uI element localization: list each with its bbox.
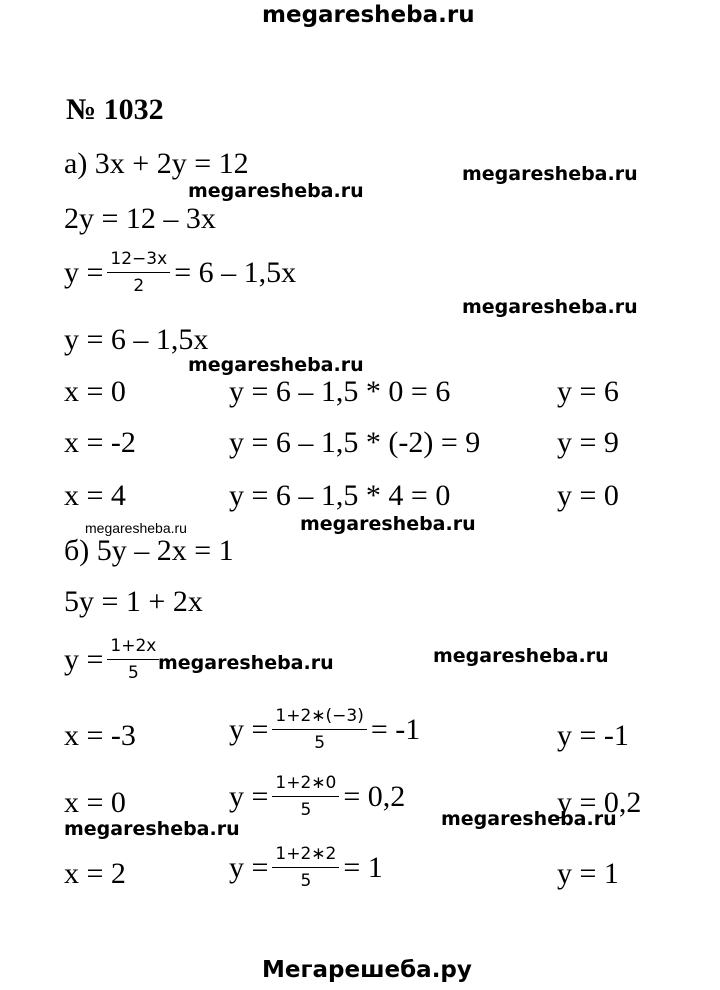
part-b-step2-lhs: y =: [64, 642, 104, 676]
part-a-step1: 2y = 12 – 3x: [64, 202, 216, 235]
part-a-row-result: y = 9: [557, 426, 619, 459]
fraction-numerator: 1+2∗0: [272, 773, 339, 797]
part-b-row-x: x = 2: [64, 857, 126, 890]
watermark[interactable]: megaresheba.ru: [441, 808, 617, 830]
part-a-step2: [64, 249, 296, 296]
fraction-denominator: 5: [300, 800, 312, 820]
row-calc-rhs: = -1: [370, 712, 421, 746]
watermark[interactable]: megaresheba.ru: [188, 180, 364, 202]
footer-watermark[interactable]: Мегарешеба.ру: [262, 957, 472, 983]
watermark[interactable]: megaresheba.ru: [188, 354, 364, 376]
row-calc-lhs: y =: [229, 779, 269, 813]
part-a-step2-lhs: y =: [64, 255, 104, 289]
fraction-denominator: 2: [133, 276, 145, 296]
row-calc-lhs: y =: [229, 712, 269, 746]
part-a-step3: y = 6 – 1,5x: [64, 323, 209, 356]
fraction-denominator: 5: [127, 663, 139, 683]
part-a-row-x: x = -2: [64, 426, 136, 459]
row-calc-fraction: [272, 706, 366, 753]
part-b-equation: б) 5y – 2x = 1: [64, 534, 234, 567]
fraction-numerator: 1+2x: [107, 636, 159, 660]
part-a-row-calc: y = 6 – 1,5 * (-2) = 9: [229, 426, 481, 459]
part-a-row-calc: y = 6 – 1,5 * 0 = 6: [229, 375, 451, 408]
watermark[interactable]: megaresheba.ru: [433, 645, 609, 667]
watermark[interactable]: megaresheba.ru: [158, 652, 334, 674]
part-b-row-calc: [229, 706, 420, 753]
part-a-row-result: y = 0: [557, 479, 619, 512]
part-a-step2-rhs: = 6 – 1,5x: [174, 255, 297, 289]
part-b-row-x: x = -3: [64, 719, 136, 752]
fraction-denominator: 5: [300, 871, 312, 891]
part-b-row-result: y = 1: [557, 857, 619, 890]
watermark[interactable]: megaresheba.ru: [462, 163, 638, 185]
row-calc-fraction: [272, 773, 339, 820]
fraction-denominator: 5: [314, 733, 326, 753]
fraction-numerator: 1+2∗2: [272, 844, 339, 868]
part-b-step1: 5y = 1 + 2x: [64, 585, 203, 618]
part-b-step2: [64, 636, 163, 683]
watermark[interactable]: megaresheba.ru: [300, 513, 476, 535]
row-calc-fraction: [272, 844, 339, 891]
part-a-row-x: x = 0: [64, 375, 126, 408]
row-calc-rhs: = 1: [343, 850, 383, 884]
part-a-row-calc: y = 6 – 1,5 * 4 = 0: [229, 479, 451, 512]
watermark[interactable]: megaresheba.ru: [462, 296, 638, 318]
watermark[interactable]: megaresheba.ru: [64, 818, 240, 840]
row-calc-rhs: = 0,2: [343, 779, 406, 813]
part-a-step2-fraction: [107, 249, 170, 296]
part-a-row-x: x = 4: [64, 479, 126, 512]
part-b-row-calc: [229, 773, 405, 820]
part-a-row-result: y = 6: [557, 375, 619, 408]
part-b-row-x: x = 0: [64, 786, 126, 819]
part-b-row-result: y = 0,2: [557, 786, 642, 819]
row-calc-lhs: y =: [229, 850, 269, 884]
part-b-step2-fraction: [107, 636, 159, 683]
fraction-numerator: 1+2∗(−3): [272, 706, 366, 730]
part-b-row-calc: [229, 844, 383, 891]
part-a-equation: а) 3x + 2y = 12: [64, 147, 249, 180]
fraction-numerator: 12−3x: [107, 249, 170, 273]
header-watermark[interactable]: megaresheba.ru: [262, 2, 475, 28]
problem-number: № 1032: [66, 93, 164, 126]
watermark-small[interactable]: megaresheba.ru: [85, 520, 187, 536]
part-b-row-result: y = -1: [557, 719, 629, 752]
